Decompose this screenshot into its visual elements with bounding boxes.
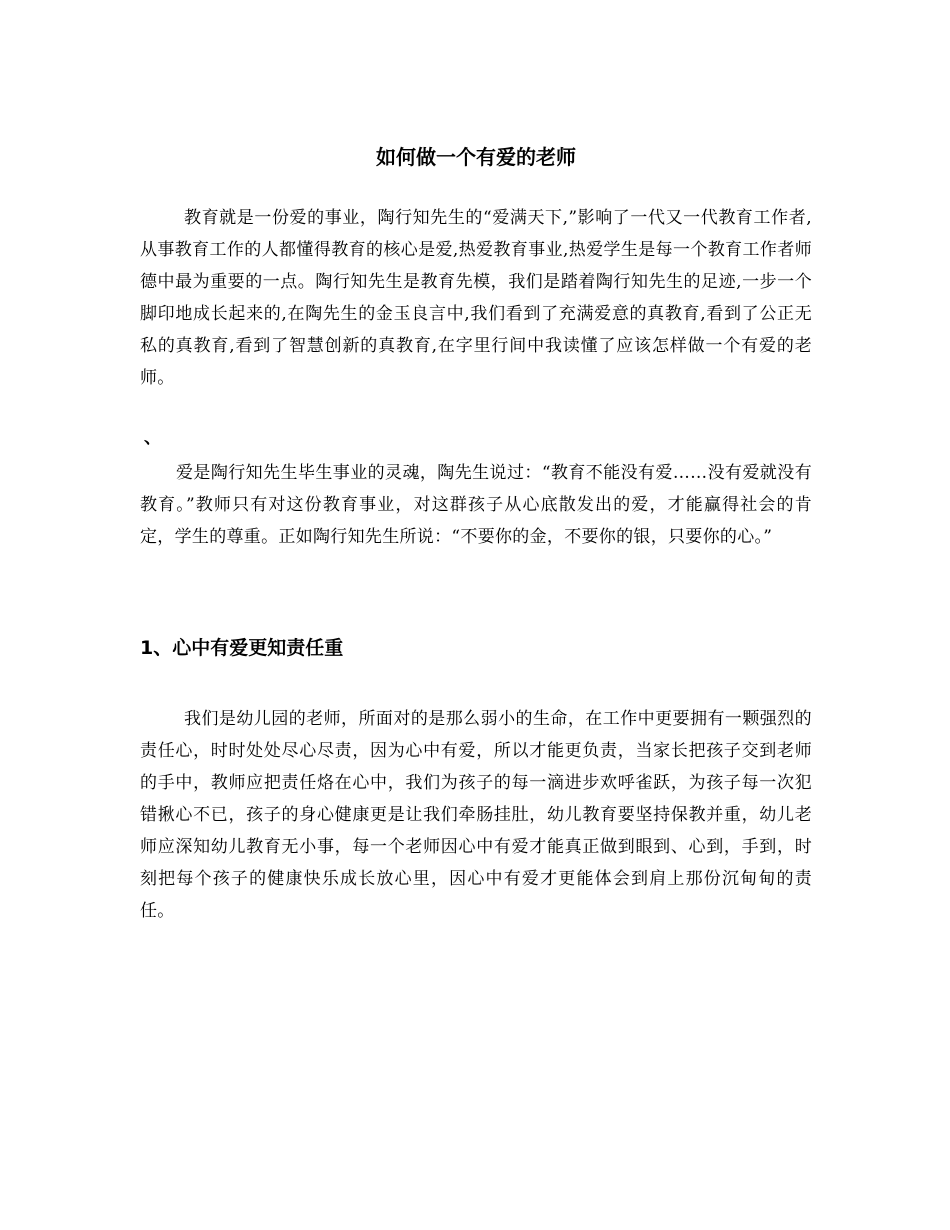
section-heading-1: 1、心中有爱更知责任重 <box>140 637 344 659</box>
paragraph-responsibility: 我们是幼儿园的老师，所面对的是那么弱小的生命，在工作中更要拥有一颗强烈的责任心，时时处处尽心尽责，因为心中有爱，所以才能更负责，当家长把孩子交到老师的手中，教师应把责任烙在心中，我们为孩子的每一滴进步欢呼雀跃，为孩子每一次犯错揪心不已，孩子的身心健康更是让我们牵肠挂肚，幼儿教育要坚持保教并重，幼儿老师应深知幼儿教育无小事，每一个老师因心中有爱才能真正做到眼到、心到，手到，时刻把每个孩子的健康快乐成长放心里，因心中有爱才更能体会到肩上那份沉甸甸的责任。 <box>140 709 812 921</box>
paragraph-intro: 教育就是一份爱的事业，陶行知先生的“爱满天下,”影响了一代又一代教育工作者,从事教育工作的人都懂得教育的核心是爱,热爱教育事业,热爱学生是每一个教育工作者师德中最为重要的一点。陶行知先生是教育先模，我们是踏着陶行知先生的足迹,一步一个脚印地成长起来的,在陶先生的金玉良言中,我们看到了充满爱意的真教育,看到了公正无私的真教育,看到了智慧创新的真教育,在字里行间中我读懂了应该怎样做一个有爱的老师。 <box>140 208 812 388</box>
separator-mark: 、 <box>144 428 161 448</box>
paragraph-love-soul: 爱是陶行知先生毕生事业的灵魂，陶先生说过：“教育不能没有爱……没有爱就没有教育。”教师只有对这份教育事业，对这群孩子从心底散发出的爱，才能赢得社会的肯定，学生的尊重。正如陶行知先生所说：“不要你的金，不要你的银，只要你的心。” <box>140 463 812 547</box>
document-title: 如何做一个有爱的老师 <box>376 145 576 169</box>
